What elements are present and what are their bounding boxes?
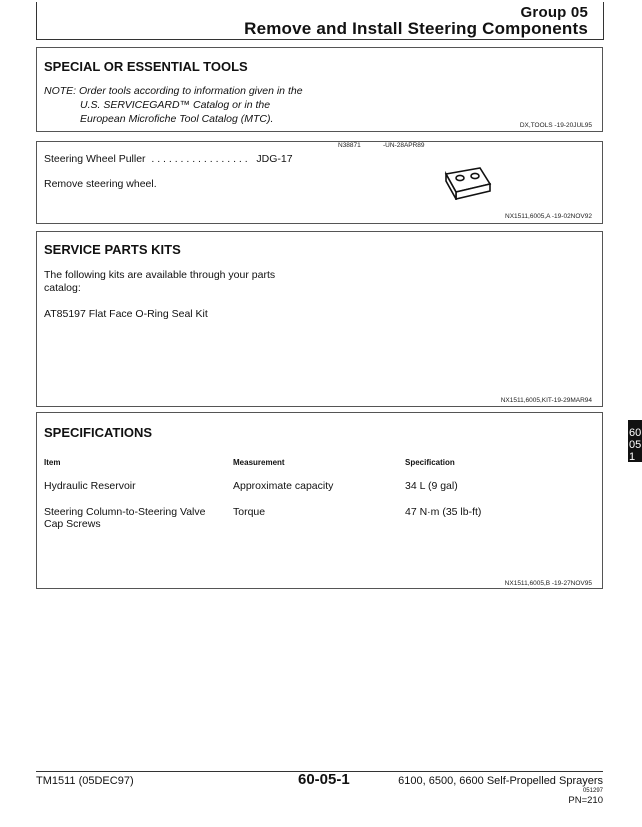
special-tools-section — [36, 47, 603, 132]
note-line-1: NOTE: Order tools according to information given in the — [44, 85, 303, 97]
spec-row-1-measurement: Approximate capacity — [233, 480, 334, 492]
service-parts-kits-section — [36, 231, 603, 407]
header-bottom-rule — [36, 39, 604, 40]
kits-heading: SERVICE PARTS KITS — [44, 242, 181, 257]
kits-intro-line-2: catalog: — [44, 282, 81, 294]
footer-page-number: 60-05-1 — [298, 771, 350, 788]
kits-intro-line-1: The following kits are available through your parts — [44, 269, 276, 281]
specifications-section — [36, 412, 603, 589]
thumb-tab-page: 1 — [629, 451, 636, 463]
image-ref-left: N38871 — [338, 142, 361, 149]
page-title: Remove and Install Steering Components — [244, 19, 588, 38]
kit-item: AT85197 Flat Face O-Ring Seal Kit — [44, 308, 208, 320]
footer-product: 6100, 6500, 6600 Self-Propelled Sprayers — [398, 775, 603, 787]
footer-date-code: 051297 — [582, 788, 603, 794]
special-tools-ref: DX,TOOLS -19-20JUL95 — [519, 122, 592, 129]
header-left-rule — [36, 2, 37, 40]
spec-row-2-measurement: Torque — [233, 506, 266, 518]
specs-ref: NX1511,6005,B -19-27NOV95 — [504, 580, 592, 587]
header-right-rule — [603, 2, 604, 40]
ordering-note — [44, 84, 303, 126]
thumb-tab-section: 60 — [629, 427, 642, 439]
footer-manual-id: TM1511 (05DEC97) — [36, 775, 134, 787]
column-header-measurement: Measurement — [233, 458, 285, 467]
specs-heading: SPECIFICATIONS — [44, 425, 153, 440]
special-tools-heading: SPECIAL OR ESSENTIAL TOOLS — [44, 59, 248, 74]
spec-row-1-item: Hydraulic Reservoir — [44, 480, 136, 492]
spec-row-1-spec: 34 L (9 gal) — [405, 480, 458, 492]
note-line-3: European Microfiche Tool Catalog (MTC). — [80, 113, 274, 125]
spec-row-2-spec: 47 N·m (35 lb-ft) — [405, 506, 482, 518]
column-header-item: Item — [44, 458, 61, 467]
puller-ref: NX1511,6005,A -19-02NOV92 — [505, 213, 592, 220]
image-ref-right: -UN-28APR89 — [383, 142, 425, 149]
spec-row-2-item — [44, 506, 205, 530]
note-line-2: U.S. SERVICEGARD™ Catalog or in the — [80, 99, 271, 111]
remove-instruction: Remove steering wheel. — [44, 178, 157, 190]
group-label: Group 05 — [520, 4, 588, 21]
spec-row-2-item-line-2: Cap Screws — [44, 518, 101, 530]
spec-row-2-item-line-1: Steering Column-to-Steering Valve — [44, 506, 206, 518]
tool-line: Steering Wheel Puller . . . . . . . . . . . . . . . . . JDG-17 — [44, 153, 293, 165]
steering-wheel-puller-section — [36, 141, 603, 224]
footer-pn: PN=210 — [568, 795, 603, 806]
column-header-specification: Specification — [405, 458, 455, 467]
kits-intro — [44, 269, 275, 295]
kits-ref: NX1511,6005,KIT-19-29MAR94 — [500, 397, 592, 404]
thumb-tab-group: 05 — [629, 439, 642, 451]
steering-wheel-puller-icon — [442, 164, 494, 200]
